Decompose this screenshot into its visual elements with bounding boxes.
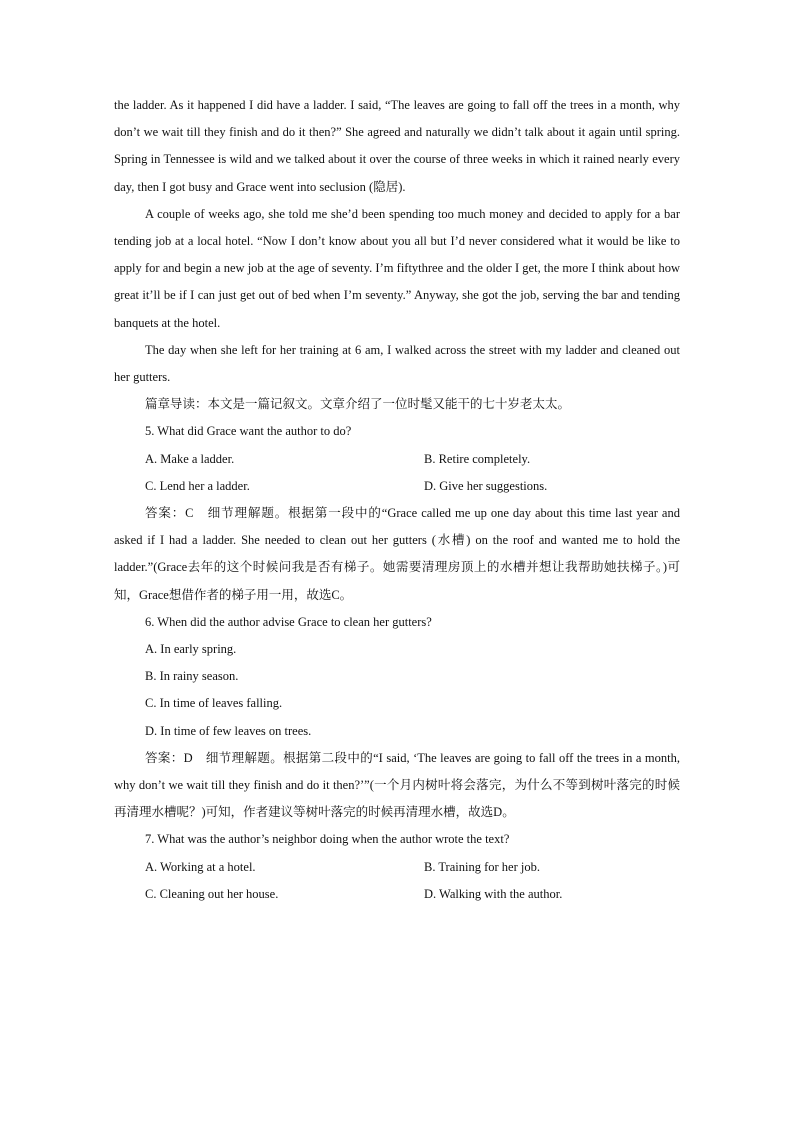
- option-d: D. In time of few leaves on trees.: [145, 723, 312, 738]
- passage-paragraph-3: The day when she left for her training at 6 am, I walked across the street with my ladder and cleaned out her gutters.: [114, 342, 680, 385]
- passage-guide: 篇章导读：本文是一篇记叙文。文章介绍了一位时髦又能干的七十岁老太太。: [145, 397, 571, 412]
- options-row: [114, 446, 680, 473]
- option-c: C. In time of leaves falling.: [145, 696, 283, 711]
- answer-label: 答案：: [145, 506, 186, 521]
- option-c: C. Lend her a ladder.: [145, 478, 250, 493]
- option-a: A. Working at a hotel.: [145, 859, 256, 874]
- option-a: A. In early spring.: [145, 642, 237, 657]
- options-row: [114, 854, 680, 881]
- question-stem: 6. When did the author advise Grace to clean her gutters?: [145, 614, 432, 629]
- document-page: [114, 92, 680, 908]
- option-d: D. Walking with the author.: [424, 886, 563, 901]
- option-b: B. Training for her job.: [424, 859, 540, 874]
- answer-text: C 细节理解题。根据第一段中的“Grace called me up one day about this time last year and asked if I had a ladder. She needed to clean out her gutters (水槽) on the roof and wanted me to hold the ladder.”(Grace去年的这个时候问我是否有梯子。她需要清理房顶上的水槽并想让我帮助她扶梯子。)可知，Grace想借作者的梯子用一用，故选C。: [114, 506, 680, 602]
- question-5: [114, 418, 680, 608]
- answer-text: D 细节理解题。根据第二段中的“I said, ‘The leaves are going to fall off the trees in a month, why don’t we wait till they finish and do it then?’”(一个月内树叶将会落完，为什么不等到树叶落完的时候再清理水槽呢？)可知，作者建议等树叶落完的时候再清理水槽，故选D。: [114, 750, 680, 820]
- option-c: C. Cleaning out her house.: [145, 886, 279, 901]
- answer-explanation: [114, 500, 680, 609]
- option-d: D. Give her suggestions.: [424, 478, 548, 493]
- question-7: [114, 826, 680, 908]
- options-row: [114, 881, 680, 908]
- option-b: B. In rainy season.: [145, 669, 239, 684]
- passage-paragraph-2: A couple of weeks ago, she told me she’d been spending too much money and decided to apply for a bar tending job at a local hotel. “Now I don’t know about you all but I’d never considered what it would be like to apply for and begin a new job at the age of seventy. I’m fiftythree and the older I get, the more I think about how great it’ll be if I can just get out of bed when I’m seventy.” Anyway, she got the job, serving the bar and tending banquets at the hotel.: [114, 206, 680, 330]
- option-a: A. Make a ladder.: [145, 451, 235, 466]
- answer-explanation: [114, 745, 680, 827]
- passage-paragraph-1: the ladder. As it happened I did have a ladder. I said, “The leaves are going to fall off the trees in a month, why don’t we wait till they finish and do it then?” She agreed and naturally we didn’t talk about it again until spring. Spring in Tennessee is wild and we talked about it over the course of three weeks in which it rained nearly every day, then I got busy and Grace went into seclusion (隐居).: [114, 98, 680, 194]
- question-stem: 7. What was the author’s neighbor doing when the author wrote the text?: [145, 832, 510, 847]
- question-stem: 5. What did Grace want the author to do?: [145, 424, 352, 439]
- question-6: [114, 609, 680, 827]
- options-row: [114, 473, 680, 500]
- answer-label: 答案：: [145, 750, 184, 765]
- option-b: B. Retire completely.: [424, 451, 531, 466]
